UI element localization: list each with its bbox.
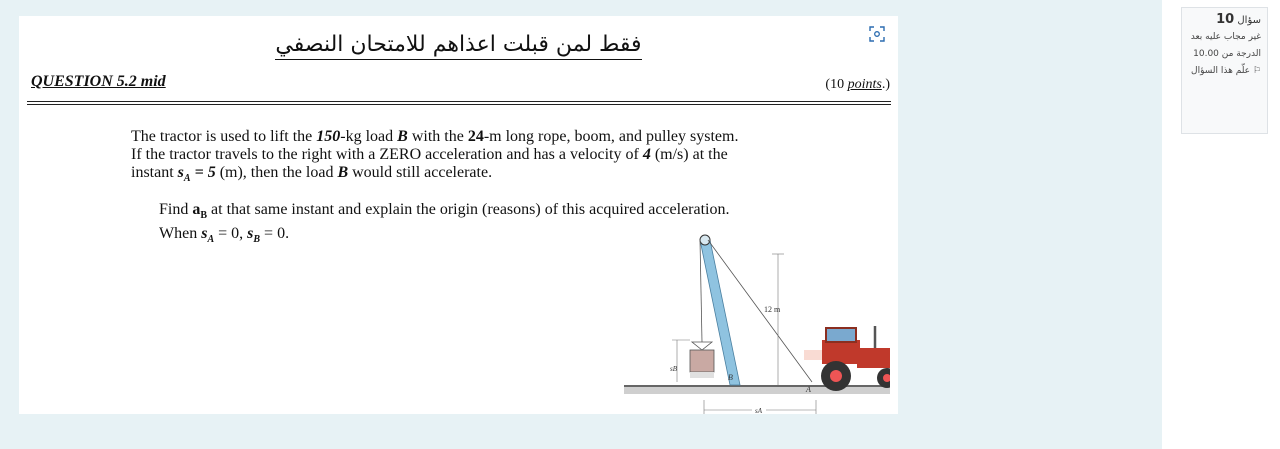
pulley-icon: [700, 235, 710, 245]
body-line-1: The tractor is used to lift the 150-kg load B with the 24-m long rope, boom, and pulley system.: [131, 128, 739, 145]
question-number: 10: [1216, 12, 1235, 27]
load-crate: [690, 350, 714, 372]
answer-status: غير مجاب عليه بعد: [1190, 32, 1261, 42]
flag-icon[interactable]: ⚐: [1252, 66, 1261, 76]
divider-bottom: [27, 104, 891, 105]
exam-heading: [19, 32, 898, 57]
body-line-3: instant $s_A = 5$ (m), then the load B would still accelerate.: [131, 164, 493, 185]
points-label: [825, 77, 890, 93]
flag-question-link[interactable]: [1186, 64, 1261, 78]
b-label: B: [728, 373, 733, 382]
question-number-label: [1186, 12, 1261, 27]
flag-question-label[interactable]: علّم هذا السؤال: [1191, 66, 1251, 76]
question-body: [131, 128, 871, 188]
tractor-figure: [622, 230, 890, 414]
find-line-1: Find $a_B$ at that same instant and explain the origin (reasons) of this acquired acceleration.: [159, 201, 730, 222]
sb-label: sB: [670, 365, 677, 373]
question-title: QUESTION 5.2 mid: [31, 73, 166, 90]
sa-label: sA: [755, 407, 762, 414]
points-prefix: (10: [825, 77, 848, 92]
body-line-2: If the tractor travels to the right with a ZERO acceleration and has a velocity of 4 (m/s) at the: [131, 146, 728, 163]
find-line-2: When $s_A = 0$, $s_B = 0$.: [159, 225, 290, 246]
question-info-panel: [1181, 7, 1268, 134]
question-card: [19, 16, 898, 414]
question-word: سؤال: [1237, 15, 1261, 26]
exam-heading-text: فقط لمن قبلت اعذاهم للامتحان النصفي: [275, 32, 641, 60]
grade-info: الدرجة من 10.00: [1193, 49, 1261, 59]
points-suffix: .): [881, 77, 890, 92]
divider-top: [27, 101, 891, 102]
a-label: A: [806, 385, 811, 394]
focus-icon[interactable]: [869, 26, 885, 42]
height-label: 12 m: [764, 305, 781, 314]
points-word: points: [847, 77, 882, 92]
tractor-icon: [804, 326, 890, 391]
